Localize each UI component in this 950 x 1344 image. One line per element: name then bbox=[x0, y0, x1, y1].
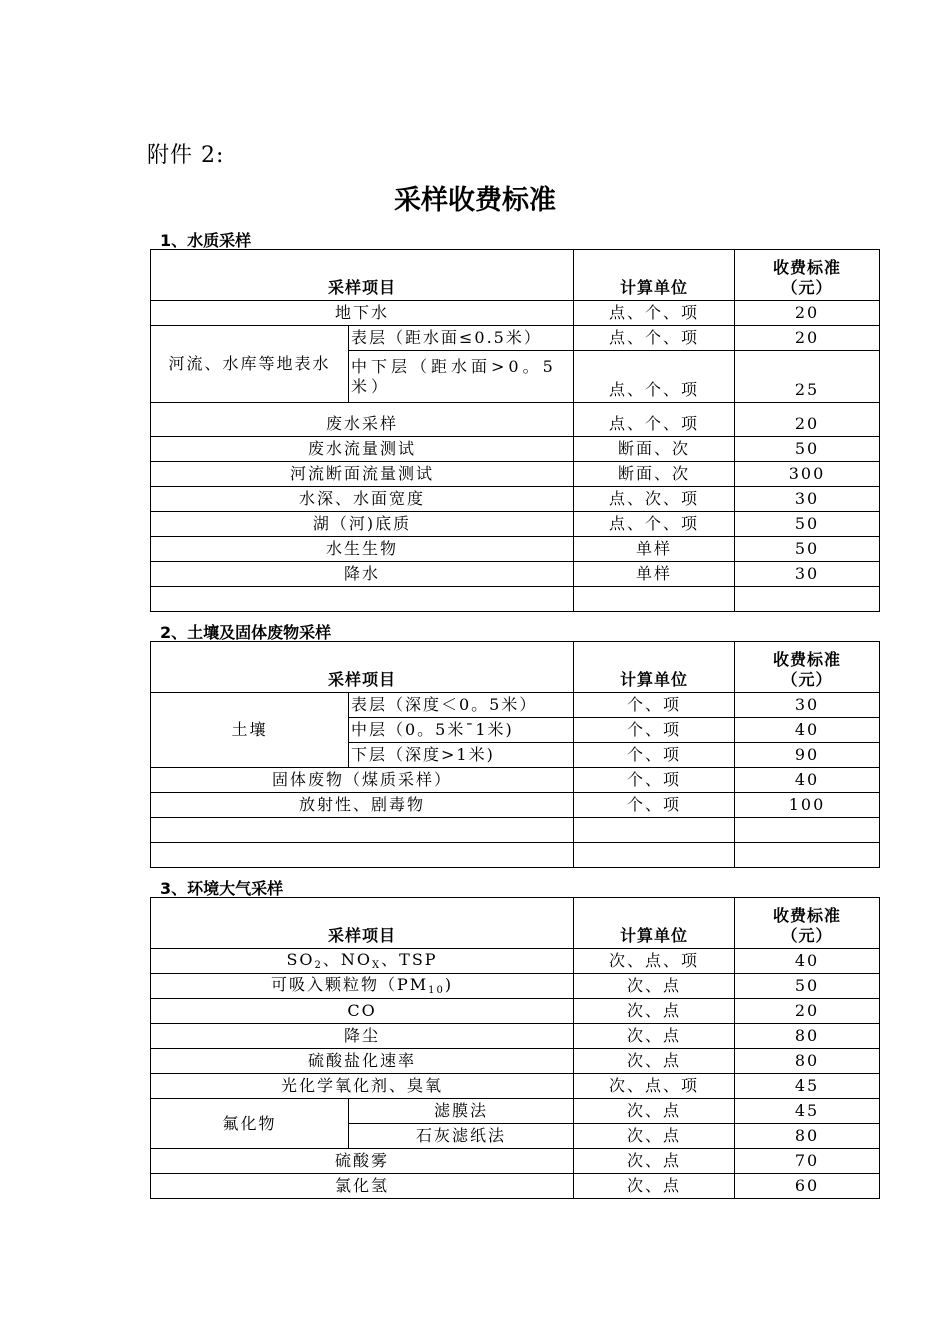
group-cell: 河流、水库等地表水 bbox=[151, 326, 349, 403]
air-sampling-table bbox=[150, 897, 880, 1199]
header-fee: 收费标准 （元） bbox=[735, 250, 880, 301]
table-row bbox=[151, 793, 880, 818]
unit-cell: 断面、次 bbox=[574, 462, 735, 487]
fee-cell: 45 bbox=[735, 1074, 880, 1099]
table-row bbox=[151, 999, 880, 1024]
item-cell: 降尘 bbox=[151, 1024, 574, 1049]
fee-cell: 80 bbox=[735, 1049, 880, 1074]
header-item: 采样项目 bbox=[151, 250, 574, 301]
item-cell: 放射性、剧毒物 bbox=[151, 793, 574, 818]
table-header-row bbox=[151, 642, 880, 693]
table-row bbox=[151, 1174, 880, 1199]
unit-cell: 个、项 bbox=[574, 718, 735, 743]
header-item: 采样项目 bbox=[151, 898, 574, 949]
empty-cell bbox=[574, 843, 735, 868]
empty-row bbox=[151, 587, 880, 612]
unit-cell: 次、点 bbox=[574, 1099, 735, 1124]
section-heading-air: 3、环境大气采样 bbox=[160, 879, 284, 898]
table-row bbox=[151, 1074, 880, 1099]
fee-cell: 20 bbox=[735, 301, 880, 326]
table-row bbox=[151, 1149, 880, 1174]
table-row bbox=[151, 1024, 880, 1049]
fee-cell: 20 bbox=[735, 999, 880, 1024]
group-cell: 氟化物 bbox=[151, 1099, 349, 1149]
unit-cell: 个、项 bbox=[574, 693, 735, 718]
table-row bbox=[151, 1099, 880, 1124]
unit-cell: 次、点 bbox=[574, 1149, 735, 1174]
fee-cell: 50 bbox=[735, 537, 880, 562]
table-row bbox=[151, 403, 880, 437]
fee-cell: 80 bbox=[735, 1024, 880, 1049]
empty-cell bbox=[735, 818, 880, 843]
item-cell: 氯化氢 bbox=[151, 1174, 574, 1199]
header-fee: 收费标准 （元） bbox=[735, 898, 880, 949]
sub-item-cell: 滤膜法 bbox=[349, 1099, 574, 1124]
table-row bbox=[151, 512, 880, 537]
table-row bbox=[151, 326, 880, 351]
sub-item-cell: 中层（0。5米¯1米) bbox=[349, 718, 574, 743]
fee-cell: 50 bbox=[735, 437, 880, 462]
table-row bbox=[151, 537, 880, 562]
table-row bbox=[151, 487, 880, 512]
fee-cell: 60 bbox=[735, 1174, 880, 1199]
sub-item-cell: 中下层（距水面>0。5米） bbox=[349, 351, 574, 403]
item-cell: 河流断面流量测试 bbox=[151, 462, 574, 487]
fee-cell: 30 bbox=[735, 487, 880, 512]
header-unit: 计算单位 bbox=[574, 250, 735, 301]
soil-sampling-table bbox=[150, 641, 880, 868]
unit-cell: 次、点 bbox=[574, 999, 735, 1024]
fee-cell: 50 bbox=[735, 512, 880, 537]
table-row bbox=[151, 437, 880, 462]
table-row bbox=[151, 462, 880, 487]
table-header-row bbox=[151, 250, 880, 301]
item-cell: 废水采样 bbox=[151, 403, 574, 437]
item-cell: 废水流量测试 bbox=[151, 437, 574, 462]
fee-cell: 30 bbox=[735, 693, 880, 718]
unit-cell: 次、点 bbox=[574, 1174, 735, 1199]
fee-cell: 25 bbox=[735, 351, 880, 403]
fee-cell: 30 bbox=[735, 562, 880, 587]
unit-cell: 个、项 bbox=[574, 793, 735, 818]
fee-cell: 80 bbox=[735, 1124, 880, 1149]
fee-cell: 50 bbox=[735, 974, 880, 999]
unit-cell: 点、次、项 bbox=[574, 487, 735, 512]
unit-cell: 次、点、项 bbox=[574, 949, 735, 974]
fee-cell: 20 bbox=[735, 326, 880, 351]
unit-cell: 点、个、项 bbox=[574, 512, 735, 537]
unit-cell: 次、点 bbox=[574, 1049, 735, 1074]
table-row bbox=[151, 693, 880, 718]
fee-cell: 20 bbox=[735, 403, 880, 437]
item-cell: CO bbox=[151, 999, 574, 1024]
attachment-label: 附件 2: bbox=[147, 143, 225, 168]
unit-cell: 次、点 bbox=[574, 974, 735, 999]
unit-cell: 点、个、项 bbox=[574, 403, 735, 437]
table-row bbox=[151, 301, 880, 326]
header-item: 采样项目 bbox=[151, 642, 574, 693]
empty-row bbox=[151, 818, 880, 843]
item-cell: 水深、水面宽度 bbox=[151, 487, 574, 512]
item-cell: 湖（河)底质 bbox=[151, 512, 574, 537]
empty-cell bbox=[735, 843, 880, 868]
unit-cell: 次、点 bbox=[574, 1124, 735, 1149]
item-cell: 可吸入颗粒物$(PM_{10})$ bbox=[151, 974, 574, 999]
item-cell: 水生生物 bbox=[151, 537, 574, 562]
fee-cell: 40 bbox=[735, 949, 880, 974]
fee-cell: 45 bbox=[735, 1099, 880, 1124]
unit-cell: 点、个、项 bbox=[574, 326, 735, 351]
fee-cell: 40 bbox=[735, 718, 880, 743]
item-cell: 硫酸雾 bbox=[151, 1149, 574, 1174]
empty-cell bbox=[151, 843, 574, 868]
fee-cell: 100 bbox=[735, 793, 880, 818]
header-unit: 计算单位 bbox=[574, 898, 735, 949]
page-title: 采样收费标准 bbox=[394, 185, 556, 216]
sub-item-cell: 表层（深度＜0。5米） bbox=[349, 693, 574, 718]
group-cell: 土壤 bbox=[151, 693, 349, 768]
item-cell: 地下水 bbox=[151, 301, 574, 326]
table-header-row bbox=[151, 898, 880, 949]
item-cell: 固体废物（煤质采样） bbox=[151, 768, 574, 793]
empty-row bbox=[151, 843, 880, 868]
item-cell: 降水 bbox=[151, 562, 574, 587]
empty-cell bbox=[574, 587, 735, 612]
sub-item-cell: 石灰滤纸法 bbox=[349, 1124, 574, 1149]
fee-cell: 300 bbox=[735, 462, 880, 487]
unit-cell: 个、项 bbox=[574, 768, 735, 793]
unit-cell: 次、点、项 bbox=[574, 1074, 735, 1099]
water-rows bbox=[151, 403, 880, 612]
table-row bbox=[151, 768, 880, 793]
sub-item-cell: 表层（距水面≤0.5米） bbox=[349, 326, 574, 351]
fee-cell: 90 bbox=[735, 743, 880, 768]
unit-cell: 点、个、项 bbox=[574, 351, 735, 403]
empty-cell bbox=[574, 818, 735, 843]
header-unit: 计算单位 bbox=[574, 642, 735, 693]
table-row bbox=[151, 1049, 880, 1074]
sub-item-cell: 下层（深度>1米) bbox=[349, 743, 574, 768]
unit-cell: 单样 bbox=[574, 562, 735, 587]
unit-cell: 断面、次 bbox=[574, 437, 735, 462]
item-cell: $SO_2$、$NO_X$、TSP bbox=[151, 949, 574, 974]
item-cell: 光化学氧化剂、臭氧 bbox=[151, 1074, 574, 1099]
header-fee: 收费标准 （元） bbox=[735, 642, 880, 693]
table-row bbox=[151, 562, 880, 587]
empty-cell bbox=[151, 587, 574, 612]
item-cell: 硫酸盐化速率 bbox=[151, 1049, 574, 1074]
water-sampling-table bbox=[150, 249, 880, 612]
fee-cell: 40 bbox=[735, 768, 880, 793]
section-heading-water: 1、水质采样 bbox=[160, 231, 252, 250]
unit-cell: 点、个、项 bbox=[574, 301, 735, 326]
unit-cell: 次、点 bbox=[574, 1024, 735, 1049]
table-row bbox=[151, 974, 880, 999]
unit-cell: 单样 bbox=[574, 537, 735, 562]
unit-cell: 个、项 bbox=[574, 743, 735, 768]
empty-cell bbox=[151, 818, 574, 843]
empty-cell bbox=[735, 587, 880, 612]
section-heading-soil: 2、土壤及固体废物采样 bbox=[160, 623, 332, 642]
fee-cell: 70 bbox=[735, 1149, 880, 1174]
table-row bbox=[151, 949, 880, 974]
